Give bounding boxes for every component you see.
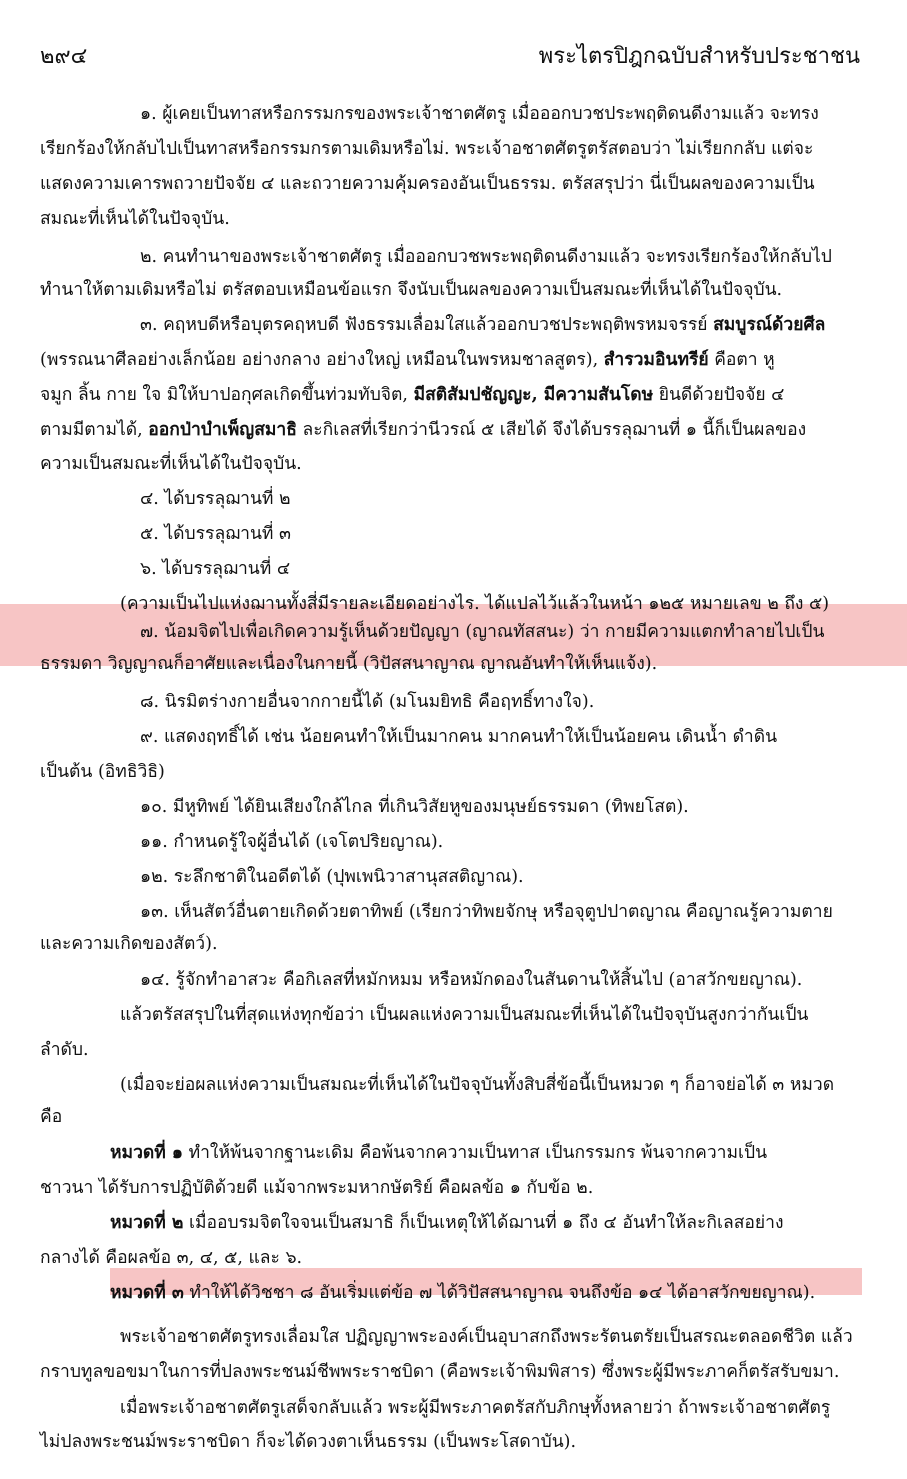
text-line bbox=[140, 620, 824, 644]
text-run: ไม่ปลงพระชนม์พระราชบิดา ก็จะได้ดวงตาเห็นธรรม (เป็นพระโสดาบัน). bbox=[40, 1432, 577, 1452]
text-run: ๘. นิรมิตร่างกายอื่นจากกายนี้ได้ (มโนมยิทธิ คือฤทธิ์ทางใจ). bbox=[140, 692, 595, 712]
text-line bbox=[120, 1325, 853, 1349]
text-run: กลางได้ คือผลข้อ ๓, ๔, ๕, และ ๖. bbox=[40, 1248, 303, 1268]
text-line bbox=[140, 690, 594, 714]
text-run: สมณะที่เห็นได้ในปัจจุบัน. bbox=[40, 209, 230, 229]
text-run: ๔. ได้บรรลุฌานที่ ๒ bbox=[140, 489, 291, 509]
text-run: ๕. ได้บรรลุฌานที่ ๓ bbox=[140, 524, 291, 544]
text-line bbox=[40, 172, 815, 196]
text-line bbox=[140, 102, 819, 126]
text-run: ๑๑. กำหนดรู้ใจผู้อื่นได้ (เจโตปริยญาณ). bbox=[140, 832, 444, 852]
text-run: ความเป็นสมณะที่เห็นได้ในปัจจุบัน. bbox=[40, 454, 302, 474]
text-run: เมื่อพระเจ้าอชาตศัตรูเสด็จกลับแล้ว พระผู้มีพระภาคตรัสกับภิกษุทั้งหลายว่า ถ้าพระเจ้าอชาตศัตรู bbox=[120, 1398, 831, 1418]
text-line bbox=[40, 1105, 62, 1129]
text-line bbox=[140, 245, 832, 269]
bold-text: หมวดที่ ๒ bbox=[110, 1213, 184, 1233]
text-line bbox=[40, 1360, 839, 1384]
text-line bbox=[40, 348, 775, 372]
text-run: ตามมีตามได้, bbox=[40, 420, 149, 440]
text-line bbox=[120, 592, 829, 616]
text-line bbox=[40, 207, 230, 231]
text-line bbox=[140, 725, 777, 749]
text-run: ๑๓. เห็นสัตว์อื่นตายเกิดด้วยตาทิพย์ (เรียกว่าทิพยจักษุ หรือจุตูปปาตญาณ คือญาณรู้ความตาย bbox=[140, 902, 833, 922]
text-run: ๓. คฤหบดีหรือบุตรคฤหบดี ฟังธรรมเลื่อมใสแล้วออกบวชประพฤติพรหมจรรย์ bbox=[140, 315, 714, 335]
text-run: ธรรมดา วิญญาณก็อาศัยและเนื่องในกายนี้ (วิปัสสนาญาณ ญาณอันทำให้เห็นแจ้ง). bbox=[40, 654, 658, 674]
text-line bbox=[110, 1281, 815, 1305]
text-line bbox=[140, 522, 291, 546]
text-line bbox=[40, 932, 218, 956]
text-run: เรียกร้องให้กลับไปเป็นทาสหรือกรรมกรตามเดิมหรือไม่. พระเจ้าอชาตศัตรูตรัสตอบว่า ไม่เรียกกลับ แต่จะ bbox=[40, 139, 814, 159]
text-run: แล้วตรัสสรุปในที่สุดแห่งทุกข้อว่า เป็นผลแห่งความเป็นสมณะที่เห็นได้ในปัจจุบันสูงกว่ากันเป็น bbox=[120, 1005, 809, 1025]
text-line bbox=[40, 1246, 302, 1270]
page-number: ๒๙๔ bbox=[40, 44, 88, 69]
book-title: พระไตรปิฎกฉบับสำหรับประชาชน bbox=[538, 44, 860, 69]
text-run: ทำให้พ้นจากฐานะเดิม คือพ้นจากความเป็นทาส เป็นกรรมกร พ้นจากความเป็น bbox=[183, 1143, 768, 1163]
text-run: ทำให้ได้วิชชา ๘ อันเริ่มแต่ข้อ ๗ ได้วิปัสสนาญาณ จนถึงข้อ ๑๔ ได้อาสวักขยญาณ). bbox=[183, 1283, 816, 1303]
text-line bbox=[40, 1176, 593, 1200]
text-run: (ความเป็นไปแห่งฌานทั้งสี่มีรายละเอียดอย่างไร. ได้แปลไว้แล้วในหน้า ๑๒๕ หมายเลข ๒ ถึง ๕) bbox=[120, 594, 830, 614]
text-line bbox=[40, 383, 784, 407]
text-line bbox=[140, 968, 802, 992]
text-run: ๑๔. รู้จักทำอาสวะ คือกิเลสที่หมักหมม หรือหมักดองในสันดานให้สิ้นไป (อาสวักขยญาณ). bbox=[140, 970, 803, 990]
text-line bbox=[140, 557, 290, 581]
text-run: จมูก ลิ้น กาย ใจ มิให้บาปอกุศลเกิดขึ้นท่วมทับจิต, bbox=[40, 385, 414, 405]
text-line bbox=[140, 313, 825, 337]
text-line bbox=[40, 418, 806, 442]
text-run: ชาวนา ได้รับการปฏิบัติด้วยดี แม้จากพระมหากษัตริย์ คือผลข้อ ๑ กับข้อ ๒. bbox=[40, 1178, 594, 1198]
bold-text: ออกป่าบำเพ็ญสมาธิ bbox=[148, 420, 297, 440]
text-line bbox=[110, 1141, 767, 1165]
text-run: เป็นต้น (อิทธิวิธิ) bbox=[40, 762, 165, 782]
bold-text: มีสติสัมปชัญญะ, มีความสันโดษ bbox=[413, 385, 654, 405]
text-line bbox=[140, 830, 443, 854]
text-run: คือ bbox=[40, 1107, 63, 1127]
text-line bbox=[140, 795, 689, 819]
text-line bbox=[40, 652, 657, 676]
page-header bbox=[40, 38, 860, 68]
text-line bbox=[40, 1038, 89, 1062]
bold-text: สำรวมอินทรีย์ bbox=[603, 350, 709, 370]
bold-text: หมวดที่ ๑ bbox=[110, 1143, 183, 1163]
text-run: ลำดับ. bbox=[40, 1040, 89, 1060]
text-run: ละกิเลสที่เรียกว่านีวรณ์ ๕ เสียได้ จึงได้บรรลุฌานที่ ๑ นี้ก็เป็นผลของ bbox=[296, 420, 807, 440]
text-line bbox=[40, 278, 782, 302]
text-run: ๙. แสดงฤทธิ์ได้ เช่น น้อยคนทำให้เป็นมากคน มากคนทำให้เป็นน้อยคน เดินน้ำ ดำดิน bbox=[140, 727, 778, 747]
text-run: แสดงความเคารพถวายปัจจัย ๔ และถวายความคุ้มครองอันเป็นธรรม. ตรัสสรุปว่า นี่เป็นผลของความเป็น bbox=[40, 174, 815, 194]
text-line bbox=[120, 1073, 834, 1097]
text-run: และความเกิดของสัตว์). bbox=[40, 934, 218, 954]
text-run: ๒. คนทำนาของพระเจ้าชาตศัตรู เมื่อออกบวชพระพฤติดนดีงามแล้ว จะทรงเรียกร้องให้กลับไป bbox=[140, 247, 832, 267]
text-line bbox=[120, 1003, 808, 1027]
text-line bbox=[110, 1211, 784, 1235]
text-run: เมื่ออบรมจิตใจจนเป็นสมาธิ ก็เป็นเหตุให้ได้ฌานที่ ๑ ถึง ๔ อันทำให้ละกิเลสอย่าง bbox=[183, 1213, 784, 1233]
text-line bbox=[140, 487, 291, 511]
text-run: ๑๒. ระลึกชาติในอดีตได้ (ปุพเพนิวาสานุสสติญาณ). bbox=[140, 867, 524, 887]
text-run: (เมื่อจะย่อผลแห่งความเป็นสมณะที่เห็นได้ในปัจจุบันทั้งสิบสี่ข้อนี้เป็นหมวด ๆ ก็อาจย่อได้ ๓ หมวด bbox=[120, 1075, 835, 1095]
text-run: ๑. ผู้เคยเป็นทาสหรือกรรมกรของพระเจ้าชาตศัตรู เมื่อออกบวชประพฤติดนดีงามแล้ว จะทรง bbox=[140, 104, 819, 124]
text-run: ๑๐. มีหูทิพย์ ได้ยินเสียงใกล้ไกล ที่เกินวิสัยหูของมนุษย์ธรรมดา (ทิพยโสต). bbox=[140, 797, 689, 817]
text-run: ทำนาให้ตามเดิมหรือไม่ ตรัสตอบเหมือนข้อแรก จึงนับเป็นผลของความเป็นสมณะที่เห็นได้ในปัจจุบัน. bbox=[40, 280, 783, 300]
text-line bbox=[40, 137, 813, 161]
bold-text: หมวดที่ ๓ bbox=[110, 1283, 184, 1303]
text-run: พระเจ้าอชาตศัตรูทรงเลื่อมใส ปฏิญญาพระองค์เป็นอุบาสกถึงพระรัตนตรัยเป็นสรณะตลอดชีวิต แล้ว bbox=[120, 1327, 853, 1347]
text-run: คือตา หู bbox=[708, 350, 775, 370]
text-run: ๖. ได้บรรลุฌานที่ ๔ bbox=[140, 559, 291, 579]
bold-text: สมบูรณ์ด้วยศีล bbox=[713, 315, 826, 335]
text-line bbox=[140, 865, 524, 889]
text-run: ๗. น้อมจิตไปเพื่อเกิดความรู้เห็นด้วยปัญญา (ญาณทัสสนะ) ว่า กายมีความแตกทำลายไปเป็น bbox=[140, 622, 825, 642]
text-run: กราบทูลขอขมาในการที่ปลงพระชนม์ชีพพระราชบิดา (คือพระเจ้าพิมพิสาร) ซึ่งพระผู้มีพระภาคก็ตรัสรับขมา. bbox=[40, 1362, 840, 1382]
text-line bbox=[40, 452, 302, 476]
text-run: (พรรณนาศีลอย่างเล็กน้อย อย่างกลาง อย่างใหญ่ เหมือนในพรหมชาลสูตร), bbox=[40, 350, 604, 370]
text-run: ยินดีด้วยปัจจัย ๔ bbox=[653, 385, 785, 405]
text-line bbox=[40, 760, 165, 784]
text-line bbox=[140, 900, 833, 924]
text-line bbox=[120, 1396, 830, 1420]
text-line bbox=[40, 1430, 576, 1454]
